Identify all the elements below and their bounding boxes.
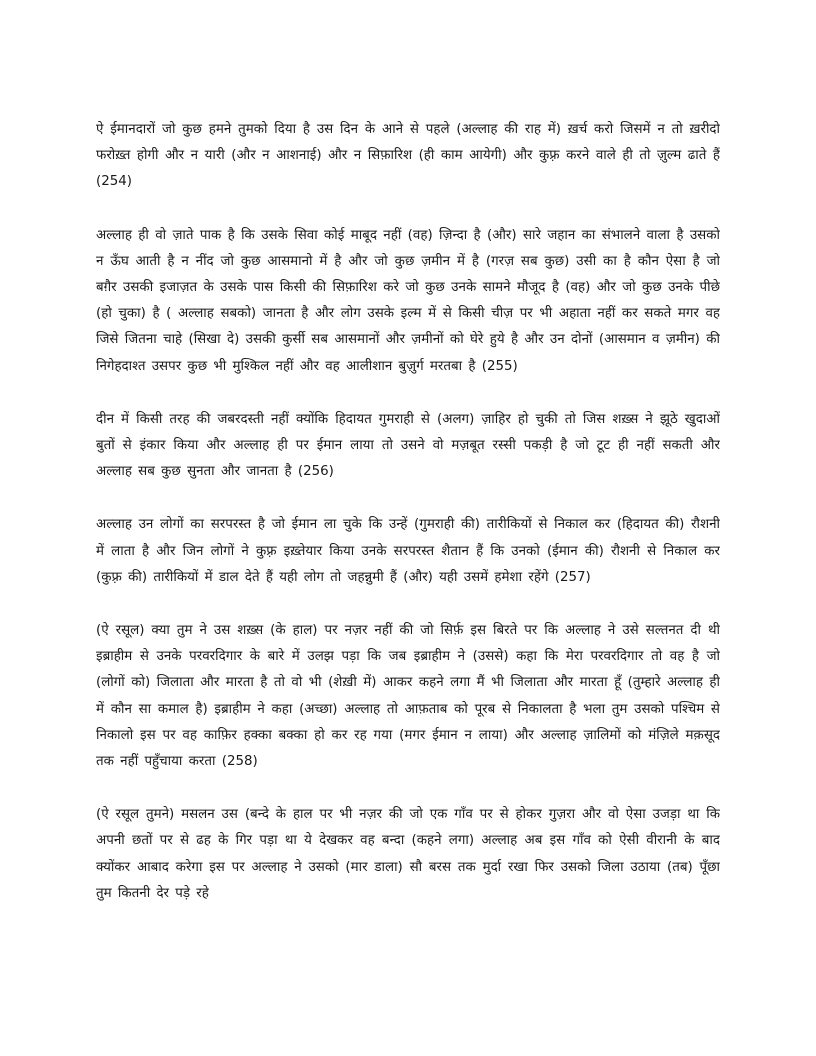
document-page: [96, 117, 720, 1017]
verse-paragraph-257: अल्लाह उन लोगों का सरपरस्त है जो ईमान ला चुके कि उन्हें (गुमराही की) तारीकियों से निकाल कर (हिदायत की) रौशनी में लाता है और जिन लोगों ने कुफ़्र इख़्तेयार किया उनके सरपरस्त शैतान हैं कि उनको (ईमान की) रौशनी से निकाल कर (कुफ़्र की) तारीकियों में डाल देते हैं यही लोग तो जहन्नुमी हैं (और) यही उसमें हमेशा रहेंगे (257): [96, 517, 720, 585]
verse-paragraph-259: (ऐ रसूल तुमने) मसलन उस (बन्दे के हाल पर भी नज़र की जो एक गाँव पर से होकर गुज़रा और वो ऐसा उजड़ा था कि अपनी छतों पर से ढह के गिर पड़ा था ये देखकर वह बन्दा (कहने लगा) अल्लाह अब इस गाँव को ऐसी वीरानी के बाद क्योंकर आबाद करेगा इस पर अल्लाह ने उसको (मार डाला) सौ बरस तक मुर्दा रखा फिर उसको जिला उठाया (तब) पूँछा तुम कितनी देर पड़े रहे: [96, 807, 720, 901]
verse-paragraph-254: ऐ ईमानदारों जो कुछ हमने तुमको दिया है उस दिन के आने से पहले (अल्लाह की राह में) ख़र्च करो जिसमें न तो ख़रीदो फरोख़्त होगी और न यारी (और न आशनाई) और न सिफ़ारिश (ही काम आयेगी) और कुफ़्र करने वाले ही तो ज़ुल्म ढाते हैं (254): [96, 122, 720, 190]
verse-paragraph-256: दीन में किसी तरह की जबरदस्ती नहीं क्योंकि हिदायत गुमराही से (अलग) ज़ाहिर हो चुकी तो जिस शख़्स ने झूठे खुदाओं बुतों से इंकार किया और अल्लाह ही पर ईमान लाया तो उसने वो मज़बूत रस्सी पकड़ी है जो टूट ही नहीं सकती और अल्लाह सब कुछ सुनता और जानता है (256): [96, 411, 720, 480]
verse-paragraph-258: (ऐ रसूल) क्या तुम ने उस शख़्स (के हाल) पर नज़र नहीं की जो सिर्फ़ इस बिरते पर कि अल्लाह ने उसे सल्तनत दी थी इब्राहीम से उनके परवरदिगार के बारे में उलझ पड़ा कि जब इब्राहीम ने (उससे) कहा कि मेरा परवरदिगार तो वह है जो (लोगों को) जिलाता और मारता है तो वो भी (शेख़ी में) आकर कहने लगा मैं भी जिलाता और मारता हूँ (तुम्हारे अल्लाह ही में कौन सा कमाल है) इब्राहीम ने कहा (अच्छा) अल्लाह तो आफ़ताब को पूरब से निकालता है भला तुम उसको पश्चिम से निकालो इस पर वह काफ़िर हक्का बक्का हो कर रह गया (मगर ईमान न लाया) और अल्लाह ज़ालिमों को मंज़िले मक़सूद तक नहीं पहुँचाया करता (258): [96, 623, 720, 770]
verse-paragraph-255: अल्लाह ही वो ज़ाते पाक है कि उसके सिवा कोई माबूद नहीं (वह) ज़िन्दा है (और) सारे जहान का संभालने वाला है उसको न ऊँघ आती है न नींद जो कुछ आसमानो में है और जो कुछ ज़मीन में है (गरज़ सब कुछ) उसी का है कौन ऐसा है जो बग़ैर उसकी इजाज़त के उसके पास किसी की सिफ़ारिश करे जो कुछ उनके सामने मौजूद है (वह) और जो कुछ उनके पीछे (हो चुका) है ( अल्लाह सबको) जानता है और लोग उसके इल्म में से किसी चीज़ पर भी अहाता नहीं कर सकते मगर वह जिसे जितना चाहे (सिखा दे) उसकी कुर्सी सब आसमानों और ज़मीनों को घेरे हुये है और उन दोनों (आसमान व ज़मीन) की निगेहदाश्त उसपर कुछ भी मुश्किल नहीं और वह आलीशान बुज़ुर्ग मरतबा है (255): [96, 227, 720, 374]
